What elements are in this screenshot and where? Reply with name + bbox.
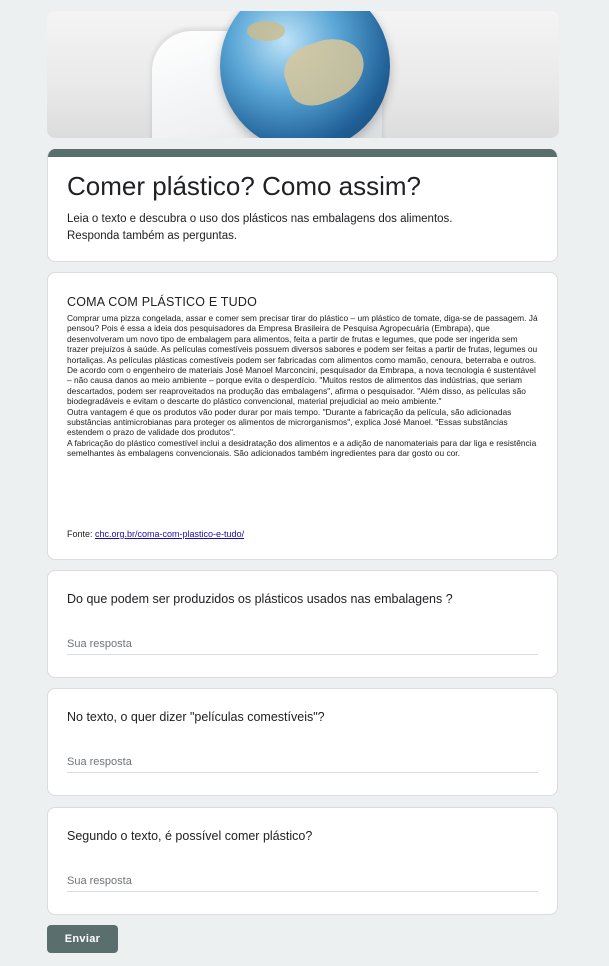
form-description [67, 211, 537, 245]
form-description-line: Responda também as perguntas. [67, 230, 238, 242]
question-card-1 [47, 570, 558, 678]
accent-bar [48, 149, 557, 157]
question-card-2 [47, 688, 558, 796]
answer-input[interactable] [67, 871, 538, 892]
submit-button[interactable]: Enviar [47, 925, 118, 953]
article-source [67, 529, 244, 539]
article-card [47, 272, 558, 560]
question-text: Do que podem ser produzidos os plásticos usados nas embalagens ? [67, 592, 453, 606]
form-title: Comer plástico? Como assim? [67, 171, 422, 201]
question-text: Segundo o texto, é possível comer plástico? [67, 829, 313, 843]
form-title-card [47, 149, 558, 262]
header-banner-image [47, 11, 559, 138]
article-heading: COMA COM PLÁSTICO E TUDO [67, 295, 258, 309]
article-paragraph: A fabricação do plástico comestível inclui a desidratação dos alimentos e a adição de nanomateriais para dar liga e resistência semelhantes às embalagens convencionais. São adicionados também ingredientes para dar gosto ou cor. [67, 437, 537, 459]
question-card-3 [47, 807, 558, 915]
globe-land [247, 21, 285, 41]
answer-input[interactable] [67, 752, 538, 773]
form-description-line: Leia o texto e descubra o uso dos plásticos nas embalagens dos alimentos. [67, 213, 453, 225]
source-label: Fonte: [67, 529, 96, 539]
article-paragraph: Outra vantagem é que os produtos vão poder durar por mais tempo. "Durante a fabricação da película, são adicionadas substâncias antimicrobianas para proteger os alimentos de microrganismos", explica José Manoel. "Essas substâncias estendem o prazo de validade dos produtos". [67, 406, 512, 438]
answer-input[interactable] [67, 634, 538, 655]
article-paragraph: Comprar uma pizza congelada, assar e comer sem precisar tirar do plástico – um plástico de tomate, diga-se de passagem. Já pensou? Pois é essa a ideia dos pesquisadores da Empresa Brasileira de Pesquisa Agropecuária (Embrapa), que desenvolveram um novo tipo de embalagem para alimentos, feita a partir de frutas e legumes, que pode ser ingerida sem trazer prejuízos à saúde. As películas comestíveis possuem diversos sabores e podem ser feitas a partir de frutas, legumes ou hortaliças. As películas plásticas comestíveis podem ser fabricadas com alimentos como mamão, cenoura, beterraba e outros. De acordo com o engenheiro de materiais José Manoel Marconcini, pesquisador da Embrapa, a nova tecnologia é sustentável – não causa danos ao meio ambiente – porque evita o desperdício. "Muitos restos de alimentos das indústrias, que seriam descartados, podem ser reaproveitados na produção das embalagens", afirma o pesquisador. "Além disso, as películas são biodegradáveis e evitam o descarte do plástico convencional, material prejudicial ao meio ambiente." [67, 313, 538, 407]
question-text: No texto, o quer dizer "películas comestíveis"? [67, 710, 325, 724]
article-body [67, 313, 541, 459]
source-link[interactable]: chc.org.br/coma-com-plastico-e-tudo/ [95, 529, 245, 539]
